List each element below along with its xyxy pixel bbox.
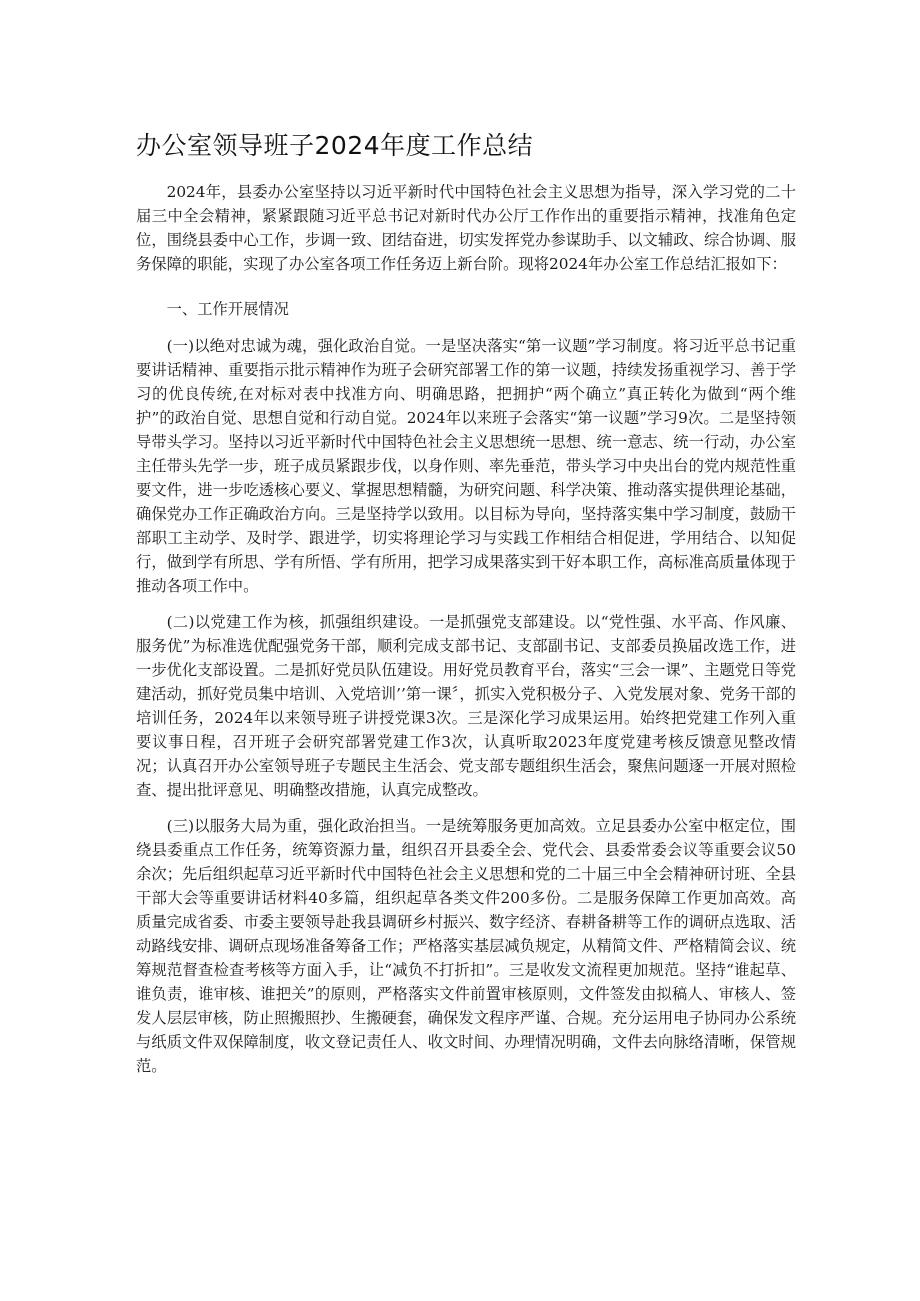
intro-paragraph: 2024年，县委办公室坚持以习近平新时代中国特色社会主义思想为指导，深入学习党的二十届三中全会精神，紧紧跟随习近平总书记对新时代办公厅工作作出的重要指示精神，找准角色定位，围绕县委中心工作，步调一致、团结奋进，切实发挥党办参谋助手、以文辅政、综合协调、服务保障的职能，实现了办公室各项工作任务迈上新台阶。现将2024年办公室工作总结汇报如下： xyxy=(136,183,796,273)
section-heading: 一、工作开展情况 xyxy=(166,300,289,318)
document-body xyxy=(136,180,796,1078)
paragraph-political-loyalty: (一)以绝对忠诚为魂，强化政治自觉。一是坚决落实“第一议题”学习制度。将习近平总书记重要讲话精神、重要指示批示精神作为班子会研究部署工作的第一议题，持续发扬重视学习、善于学习的优良传统,在对标对表中找准方向、明确思路，把拥护“两个确立”真正转化为做到“两个维护”的政治自觉、思想自觉和行动自觉。2024年以来班子会落实“第一议题”学习9次。二是坚持领导带头学习。坚持以习近平新时代中国特色社会主义思想统一思想、统一意志、统一行动，办公室主任带头先学一步，班子成员紧跟步伐，以身作则、率先垂范，带头学习中央出台的党内规范性重要文件，进一步吃透核心要义、掌握思想精髓，为研究问题、科学决策、推动落实提供理论基础，确保党办工作正确政治方向。三是坚持学以致用。以目标为导向，坚持落实集中学习制度，鼓励干部职工主动学、及时学、跟进学，切实将理论学习与实践工作相结合相促进，学用结合、以知促行，做到学有所思、学有所悟、学有所用，把学习成果落实到干好本职工作，高标准高质量体现于推动各项工作中。 xyxy=(136,337,796,595)
document-title: 办公室领导班子2024年度工作总结 xyxy=(136,131,534,160)
paragraph-service-overall: (三)以服务大局为重，强化政治担当。一是统筹服务更加高效。立足县委办公室中枢定位，围绕县委重点工作任务，统筹资源力量，组织召开县委全会、党代会、县委常委会议等重要会议50余次；先后组织起草习近平新时代中国特色社会主义思想和党的二十届三中全会精神研讨班、全县干部大会等重要讲话材料40多篇，组织起草各类文件200多份。二是服务保障工作更加高效。高质量完成省委、市委主要领导赴我县调研乡村振兴、数字经济、春耕备耕等工作的调研点选取、活动路线安排、调研点现场准备筹备工作；严格落实基层减负规定，从精简文件、严格精简会议、统筹规范督查检查考核等方面入手，让“减负不打折扣”。三是收发文流程更加规范。坚持“谁起草、谁负责，谁审核、谁把关”的原则，严格落实文件前置审核原则，文件签发由拟稿人、审核人、签发人层层审核，防止照搬照抄、生搬硬套，确保发文程序严谨、合规。充分运用电子协同办公系统与纸质文件双保障制度，收文登记责任人、收文时间、办理情况明确，文件去向脉络清晰，保管规范。 xyxy=(136,817,796,1075)
paragraph-party-building: (二)以党建工作为核，抓强组织建设。一是抓强党支部建设。以“党性强、水平高、作风廉、服务优”为标准选优配强党务干部，顺利完成支部书记、支部副书记、支部委员换届改选工作，进一步优化支部设置。二是抓好党员队伍建设。用好党员教育平台，落实“三会一课”、主题党日等党建活动，抓好党员集中培训、入党培训’’第一课〞，抓实入党积极分子、入党发展对象、党务干部的培训任务，2024年以来领导班子讲授党课3次。三是深化学习成果运用。始终把党建工作列入重要议事日程，召开班子会研究部署党建工作3次，认真听取2023年度党建考核反馈意见整改情况；认真召开办公室领导班子专题民主生活会、党支部专题组织生活会，聚焦问题逐一开展对照检查、提出批评意见、明确整改措施，认真完成整改。 xyxy=(136,613,796,799)
